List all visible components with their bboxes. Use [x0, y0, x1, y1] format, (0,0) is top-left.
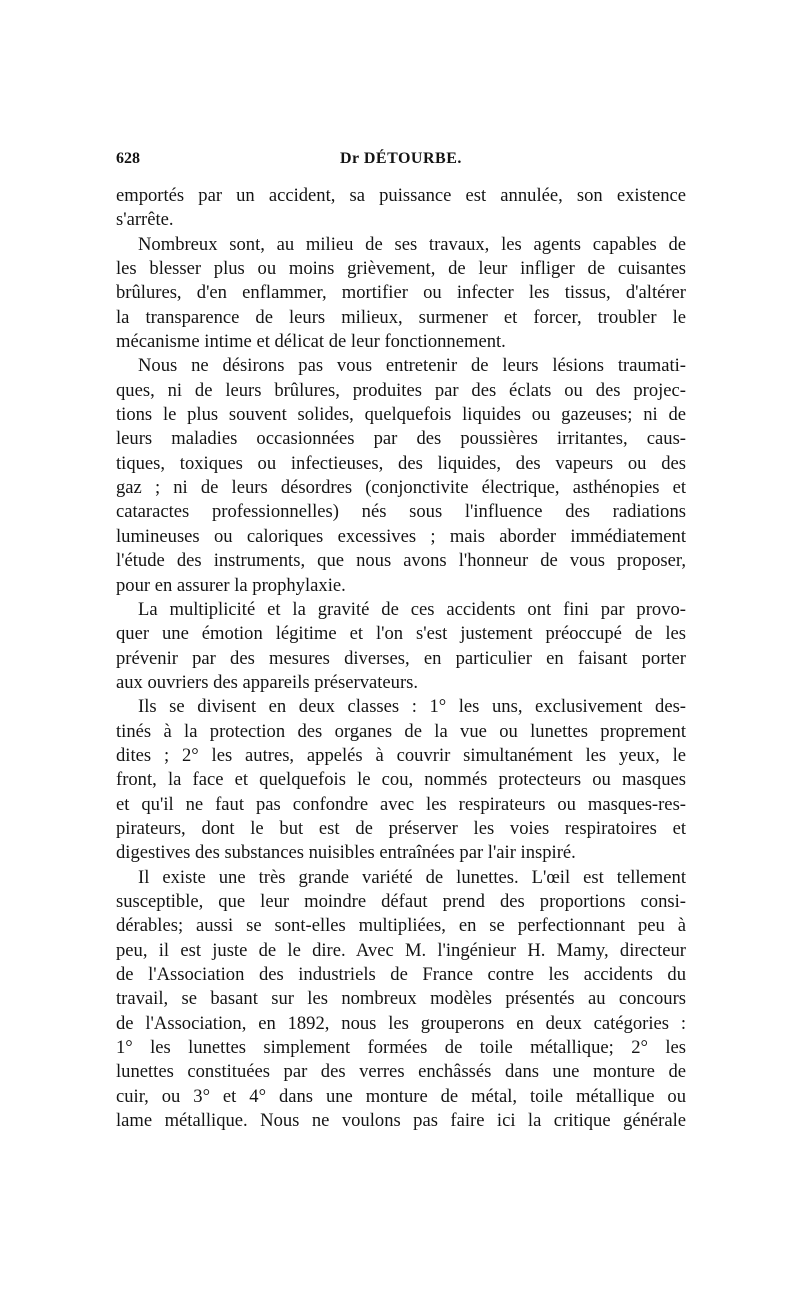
- text-line: Ils se divisent en deux classes : 1° les uns, exclusivement des-: [138, 696, 686, 718]
- text-line: brûlures, d'en enflammer, mortifier ou infecter les tissus, d'altérer: [116, 282, 686, 304]
- text-line: tinés à la protection des organes de la vue ou lunettes proprement: [116, 720, 686, 742]
- text-line: l'étude des instruments, que nous avons l'honneur de vous proposer,: [116, 550, 686, 572]
- text-line: digestives des substances nuisibles entraînées par l'air inspiré.: [116, 842, 576, 864]
- text-line: et qu'il ne faut pas confondre avec les respirateurs ou masques-res-: [116, 793, 686, 815]
- text-line: Nous ne désirons pas vous entretenir de leurs lésions traumati-: [138, 355, 686, 377]
- text-line: quer une émotion légitime et l'on s'est justement préoccupé de les: [116, 623, 686, 645]
- text-line: tiques, toxiques ou infectieuses, des liquides, des vapeurs ou des: [116, 452, 686, 474]
- text-line: les blesser plus ou moins grièvement, de leur infliger de cuisantes: [116, 258, 686, 280]
- text-line: dérables; aussi se sont-elles multipliées, en se perfectionnant peu à: [116, 915, 686, 937]
- running-head: Dr DÉTOURBE.: [340, 150, 462, 167]
- text-line: gaz ; ni de leurs désordres (conjonctivite électrique, asthénopies et: [116, 477, 686, 499]
- text-line: de l'Association des industriels de France contre les accidents du: [116, 964, 686, 985]
- text-line: peu, il est juste de le dire. Avec M. l'ingénieur H. Mamy, directeur: [116, 939, 686, 961]
- text-line: ques, ni de leurs brûlures, produites par des éclats ou des projec-: [116, 379, 686, 401]
- text-line: leurs maladies occasionnées par des poussières irritantes, caus-: [116, 428, 686, 450]
- text-line: s'arrête.: [116, 209, 174, 231]
- text-line: tions le plus souvent solides, quelquefois liquides ou gazeuses; ni de: [116, 404, 686, 426]
- text-line: pirateurs, dont le but est de préserver les voies respiratoires et: [116, 817, 686, 839]
- text-line: travail, se basant sur les nombreux modèles présentés au concours: [116, 988, 686, 1010]
- text-line: emportés par un accident, sa puissance est annulée, son existence: [116, 185, 686, 206]
- page-number: 628: [116, 150, 140, 167]
- book-page: [116, 150, 686, 1133]
- text-line: Il existe une très grande variété de lunettes. L'œil est tellement: [138, 866, 686, 888]
- text-line: lame métallique. Nous ne voulons pas faire ici la critique générale: [116, 1110, 686, 1132]
- text-line: lumineuses ou caloriques excessives ; mais aborder immédiatement: [116, 525, 686, 547]
- text-line: cuir, ou 3° et 4° dans une monture de métal, toile métallique ou: [116, 1085, 686, 1107]
- text-line: Nombreux sont, au milieu de ses travaux, les agents capables de: [138, 233, 686, 255]
- text-line: de l'Association, en 1892, nous les grouperons en deux catégories :: [116, 1012, 686, 1034]
- text-line: pour en assurer la prophylaxie.: [116, 574, 346, 596]
- page-header: [116, 150, 686, 176]
- text-line: La multiplicité et la gravité de ces accidents ont fini par provo-: [138, 598, 686, 620]
- text-line: dites ; 2° les autres, appelés à couvrir simultanément les yeux, le: [116, 744, 686, 766]
- text-line: front, la face et quelquefois le cou, nommés protecteurs ou masques: [116, 769, 686, 791]
- text-line: aux ouvriers des appareils préservateurs.: [116, 671, 419, 693]
- text-line: la transparence de leurs milieux, surmener et forcer, troubler le: [116, 306, 686, 328]
- text-line: mécanisme intime et délicat de leur fonctionnement.: [116, 331, 506, 353]
- text-line: prévenir par des mesures diverses, en particulier en faisant porter: [116, 647, 686, 669]
- text-line: cataractes professionnelles) nés sous l'influence des radiations: [116, 501, 686, 523]
- text-line: 1° les lunettes simplement formées de toile métallique; 2° les: [116, 1037, 686, 1059]
- text-line: lunettes constituées par des verres enchâssés dans une monture de: [116, 1061, 686, 1083]
- text-line: susceptible, que leur moindre défaut prend des proportions consi-: [116, 890, 686, 912]
- body-text: [116, 184, 686, 1133]
